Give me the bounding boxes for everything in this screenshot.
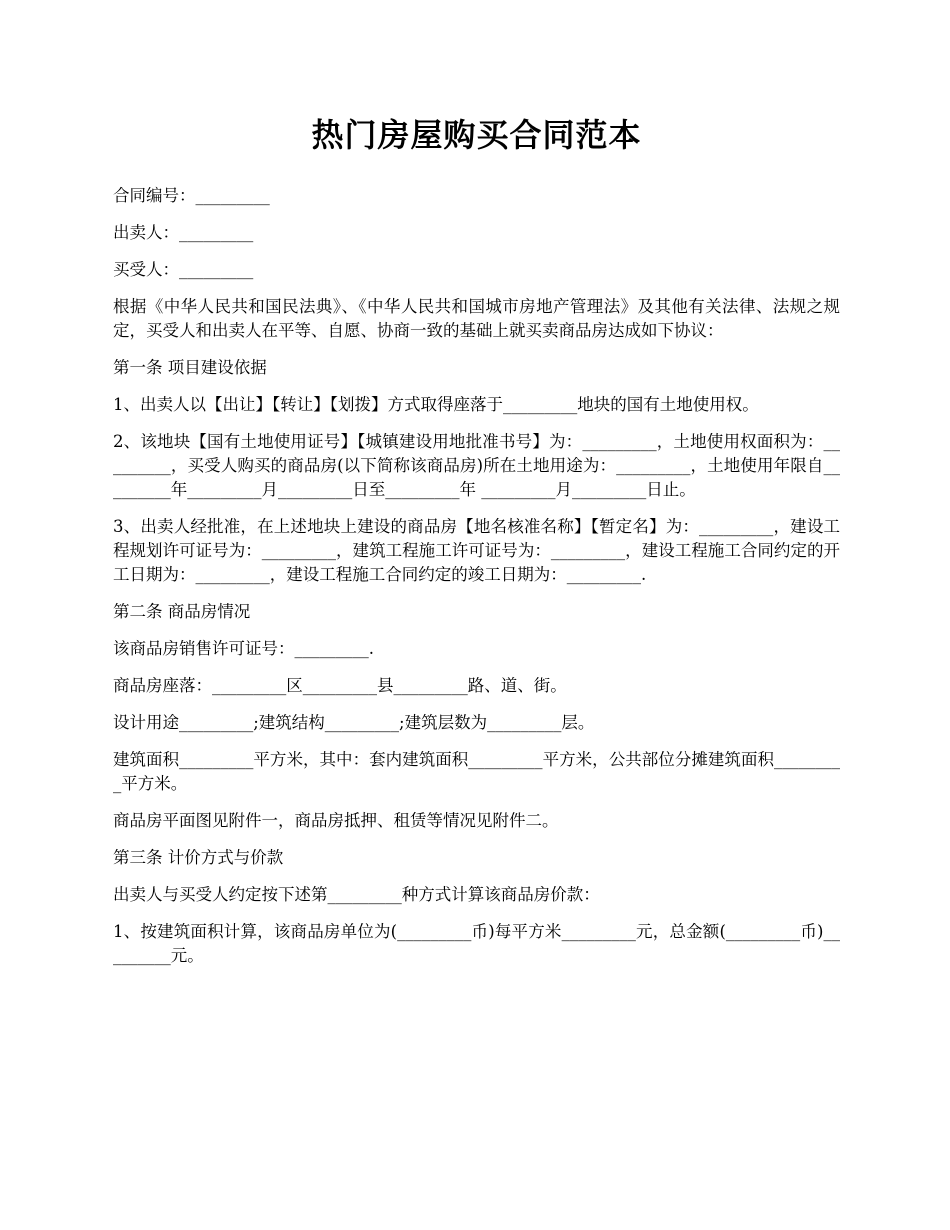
pricing-method-line: 出卖人与买受人约定按下述第_________种方式计算该商品房价款： bbox=[113, 885, 600, 904]
sales-permit-line: 该商品房销售许可证号：_________. bbox=[113, 639, 374, 658]
seller-line: 出卖人：_________ bbox=[113, 223, 254, 242]
buyer-line: 买受人：_________ bbox=[113, 260, 254, 279]
attachments-line: 商品房平面图见附件一，商品房抵押、租赁等情况见附件二。 bbox=[113, 811, 559, 830]
document-title: 热门房屋购买合同范本 bbox=[311, 116, 642, 154]
article-1-clause-3: 3、出卖人经批准，在上述地块上建设的商品房【地名核准名称】【暂定名】为：_________，建设工程规划许可证号为：_________，建筑工程施工许可证号为：_________，建设工程施工合同约定的开工日期为：_________，建设工程施工合同约定的竣工日期为：_________. bbox=[113, 517, 840, 584]
pricing-clause-1: 1、按建筑面积计算，该商品房单位为(_________币)每平方米_________元，总金额(_________币)_________元。 bbox=[113, 922, 840, 965]
design-line: 设计用途_________;建筑结构_________;建筑层数为_________层。 bbox=[113, 713, 595, 732]
article-1-clause-2: 2、该地块【国有土地使用证号】【城镇建设用地批准书号】为：_________，土地使用权面积为：_________，买受人购买的商品房(以下简称该商品房)所在土地用途为：_________，土地使用年限自_________年_________月_________日至_________年 _________月_________日止。 bbox=[113, 432, 840, 499]
article-1-clause-1: 1、出卖人以【出让】【转让】【划拨】方式取得座落于_________地块的国有土地使用权。 bbox=[113, 395, 759, 414]
area-line: 建筑面积_________平方米，其中：套内建筑面积_________平方米，公共部位分摊建筑面积_________平方米。 bbox=[113, 750, 840, 793]
preamble-paragraph: 根据《中华人民共和国民法典》、《中华人民共和国城市房地产管理法》及其他有关法律、法规之规定，买受人和出卖人在平等、自愿、协商一致的基础上就买卖商品房达成如下协议： bbox=[113, 297, 840, 340]
contract-number-line: 合同编号：_________ bbox=[113, 186, 270, 205]
article-1-heading: 第一条 项目建设依据 bbox=[113, 358, 267, 377]
article-2-heading: 第二条 商品房情况 bbox=[113, 602, 251, 621]
article-3-heading: 第三条 计价方式与价款 bbox=[113, 848, 284, 867]
location-line: 商品房座落：_________区_________县_________路、道、街。 bbox=[113, 676, 567, 695]
